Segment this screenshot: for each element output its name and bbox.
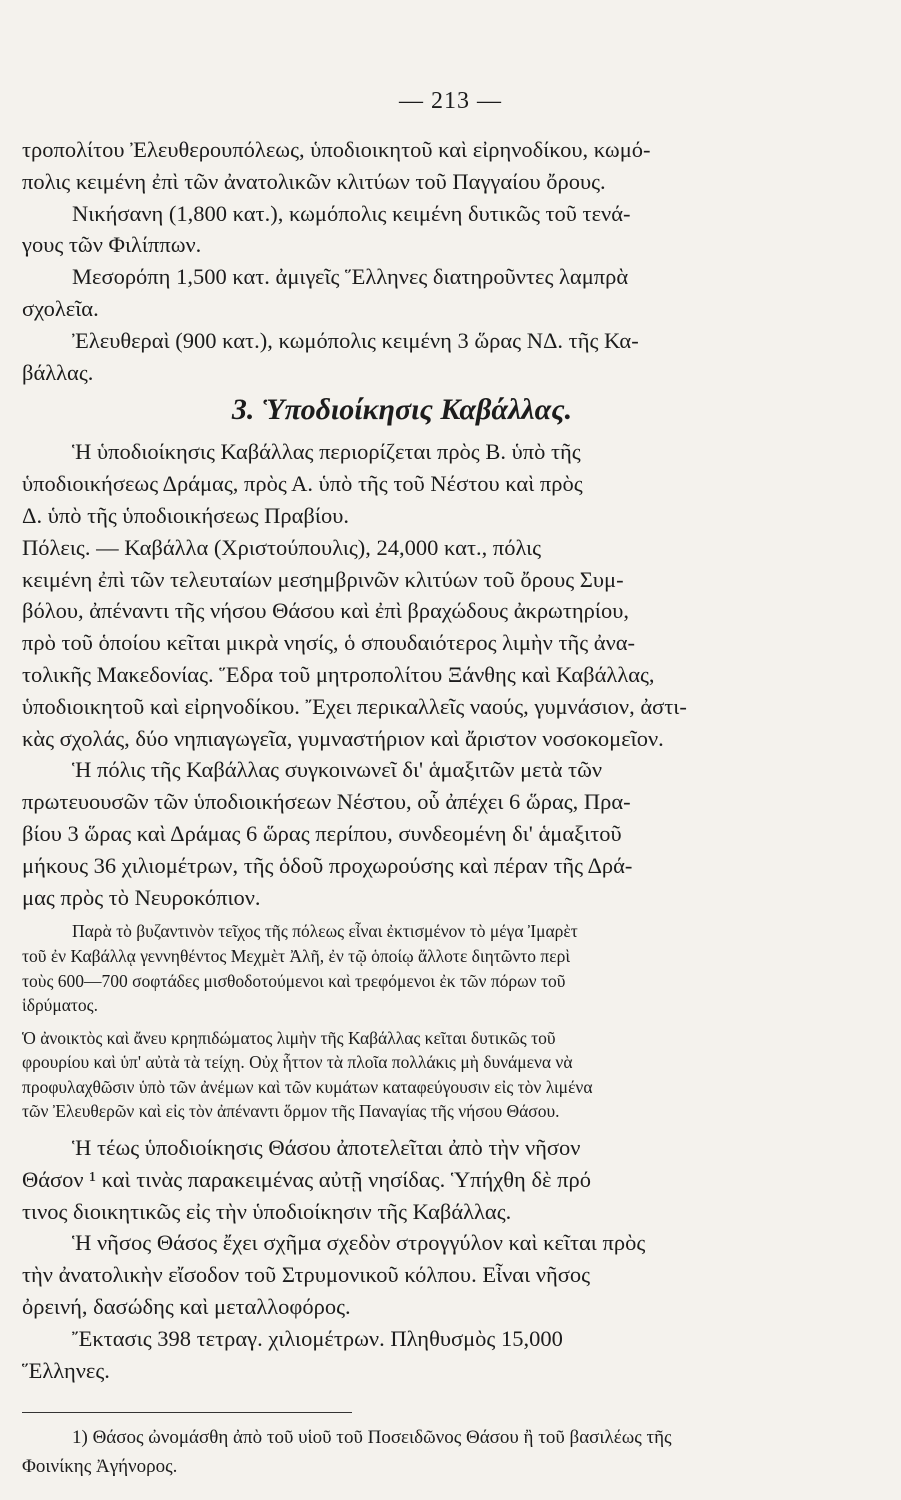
text-line: φρουρίου καὶ ὑπ' αὐτὰ τὰ τείχη. Οὐχ ἧττον τὰ πλοῖα πολλάκις μὴ δυνάμενα νὰ — [22, 1052, 573, 1073]
small-print-imaret — [22, 919, 782, 1017]
text-line: Πόλεις. — Καβάλλα (Χριστούπουλις), 24,000 κατ., πόλις — [22, 534, 542, 560]
text-line: Μεσορόπη 1,500 κατ. ἀμιγεῖς Ἕλληνες διατηροῦντες λαμπρὰ — [72, 264, 629, 290]
text-line: Ἕλληνες. — [22, 1357, 110, 1383]
paragraph-boundaries — [22, 436, 782, 531]
text-line: τοὺς 600—700 σοφτάδες μισθοδοτούμενοι καὶ τρεφόμενοι ἐκ τῶν πόρων τοῦ — [22, 970, 566, 991]
text-line: Θάσον ¹ καὶ τινὰς παρακειμένας αὐτῇ νησίδας. Ὑπήχθη δὲ πρό — [22, 1166, 591, 1192]
text-line: τολικῆς Μακεδονίας. Ἕδρα τοῦ μητροπολίτου Ξάνθης καὶ Καβάλλας, — [22, 661, 655, 687]
text-line: Ἡ τέως ὑποδιοίκησις Θάσου ἀποτελεῖται ἀπὸ τὴν νῆσον — [72, 1135, 581, 1161]
text-line: Νικήσανη (1,800 κατ.), κωμόπολις κειμένη δυτικῶς τοῦ τενά- — [72, 200, 631, 226]
text-line: βάλλας. — [22, 359, 94, 385]
paragraph-area-population — [22, 1323, 782, 1387]
text-line: Δ. ὑπὸ τῆς ὑποδιοικήσεως Πραβίου. — [22, 502, 349, 528]
small-print-harbour — [22, 1026, 782, 1124]
text-line: γους τῶν Φιλίππων. — [22, 232, 202, 258]
text-line: πολις κειμένη ἐπὶ τῶν ἀνατολικῶν κλιτύων τοῦ Παγγαίου ὄρους. — [22, 168, 606, 194]
text-line: Ἔκτασις 398 τετραγ. χιλιομέτρων. Πληθυσμὸς 15,000 — [72, 1325, 563, 1351]
text-line: μήκους 36 χιλιομέτρων, τῆς ὁδοῦ προχωρούσης καὶ πέραν τῆς Δρά- — [22, 852, 633, 878]
text-line: ὑποδιοικητοῦ καὶ εἰρηνοδίκου. Ἔχει περικαλλεῖς ναούς, γυμνάσιον, ἀστι- — [22, 693, 687, 719]
text-line: κὰς σχολάς, δύο νηπιαγωγεῖα, γυμναστήριον καὶ ἄριστον νοσοκομεῖον. — [22, 725, 664, 751]
paragraph-thasos-description — [22, 1227, 782, 1322]
text-line: προφυλαχθῶσιν ὑπὸ τῶν ἀνέμων καὶ τῶν κυμάτων καταφεύγουσιν εἰς τὸν λιμένα — [22, 1076, 593, 1097]
text-line: πρωτευουσῶν τῶν ὑποδιοικήσεων Νέστου, οὗ ἀπέχει 6 ὥρας, Πρα- — [22, 789, 631, 815]
text-line: βίου 3 ὥρας καὶ Δράμας 6 ὥρας περίπου, συνδεομένη δι' ἁμαξιτοῦ — [22, 820, 622, 846]
text-line: Ἡ πόλις τῆς Καβάλλας συγκοινωνεῖ δι' ἁμαξιτῶν μετὰ τῶν — [72, 757, 603, 783]
text-line: Ἡ ὑποδιοίκησις Καβάλλας περιορίζεται πρὸς Β. ὑπὸ τῆς — [72, 439, 581, 465]
text-line: Ὁ ἀνοικτὸς καὶ ἄνευ κρηπιδώματος λιμὴν τῆς Καβάλλας κεῖται δυτικῶς τοῦ — [22, 1027, 556, 1048]
text-line: ὑποδιοικήσεως Δράμας, πρὸς Α. ὑπὸ τῆς τοῦ Νέστου καὶ πρὸς — [22, 471, 583, 497]
text-line: πρὸ τοῦ ὁποίου κεῖται μικρὰ νησίς, ὁ σπουδαιότερος λιμὴν τῆς ἀνα- — [22, 630, 636, 656]
paragraph-communications — [22, 754, 782, 913]
text-line: τινος διοικητικῶς εἰς τὴν ὑποδιοίκησιν τῆς Καβάλλας. — [22, 1198, 512, 1224]
page-number: — 213 — — [399, 88, 502, 114]
text-line: τὴν ἀνατολικὴν εἴσοδον τοῦ Στρυμονικοῦ κόλπου. Εἶναι νῆσος — [22, 1262, 590, 1288]
text-line: ἱδρύματος. — [22, 995, 98, 1016]
paragraph-thasos-administration — [22, 1132, 782, 1227]
text-line: Ἐλευθεραὶ (900 κατ.), κωμόπολις κειμένη 3 ὥρας ΝΔ. τῆς Κα- — [72, 327, 639, 353]
text-line: τοῦ ἐν Καβάλλᾳ γεννηθέντος Μεχμὲτ Ἀλῆ, ἐν τῷ ὁποίῳ ἄλλοτε διητῶντο περὶ — [22, 945, 571, 966]
text-line: 1) Θάσος ὠνομάσθη ἀπὸ τοῦ υἱοῦ τοῦ Ποσειδῶνος Θάσου ἢ τοῦ βασιλέως τῆς — [72, 1427, 672, 1449]
text-line: τῶν Ἐλευθερῶν καὶ εἰς τὸν ἀπέναντι ὅρμον τῆς Παναγίας τῆς νήσου Θάσου. — [22, 1101, 560, 1122]
text-line: σχολεῖα. — [22, 295, 99, 321]
text-line: ὀρεινή, δασώδης καὶ μεταλλοφόρος. — [22, 1294, 351, 1320]
footnote-divider — [22, 1412, 352, 1413]
page-body — [22, 134, 782, 1481]
text-line: Ἡ νῆσος Θάσος ἔχει σχῆμα σχεδὸν στρογγύλον καὶ κεῖται πρὸς — [72, 1230, 646, 1256]
text-line: τροπολίτου Ἐλευθερουπόλεως, ὑποδιοικητοῦ καὶ εἰρηνοδίκου, κωμό- — [22, 137, 651, 162]
text-line: βόλου, ἀπέναντι τῆς νήσου Θάσου καὶ ἐπὶ βραχώδους ἀκρωτηρίου, — [22, 598, 629, 624]
text-line: Παρὰ τὸ βυζαντινὸν τεῖχος τῆς πόλεως εἶναι ἐκτισμένον τὸ μέγα Ἰμαρὲτ — [72, 921, 578, 942]
section-heading: 3. Ὑποδιοίκησις Καβάλλας. — [231, 393, 573, 427]
paragraph-cities — [22, 532, 782, 755]
text-line: Φοινίκης Ἀγήνορος. — [22, 1456, 178, 1478]
text-line: μας πρὸς τὸ Νευροκόπιον. — [22, 884, 261, 910]
paragraph-towns-continued — [22, 134, 782, 388]
footnote — [22, 1423, 782, 1481]
text-line: κειμένη ἐπὶ τῶν τελευταίων μεσημβρινῶν κλιτύων τοῦ ὄρους Συμ- — [22, 566, 624, 592]
